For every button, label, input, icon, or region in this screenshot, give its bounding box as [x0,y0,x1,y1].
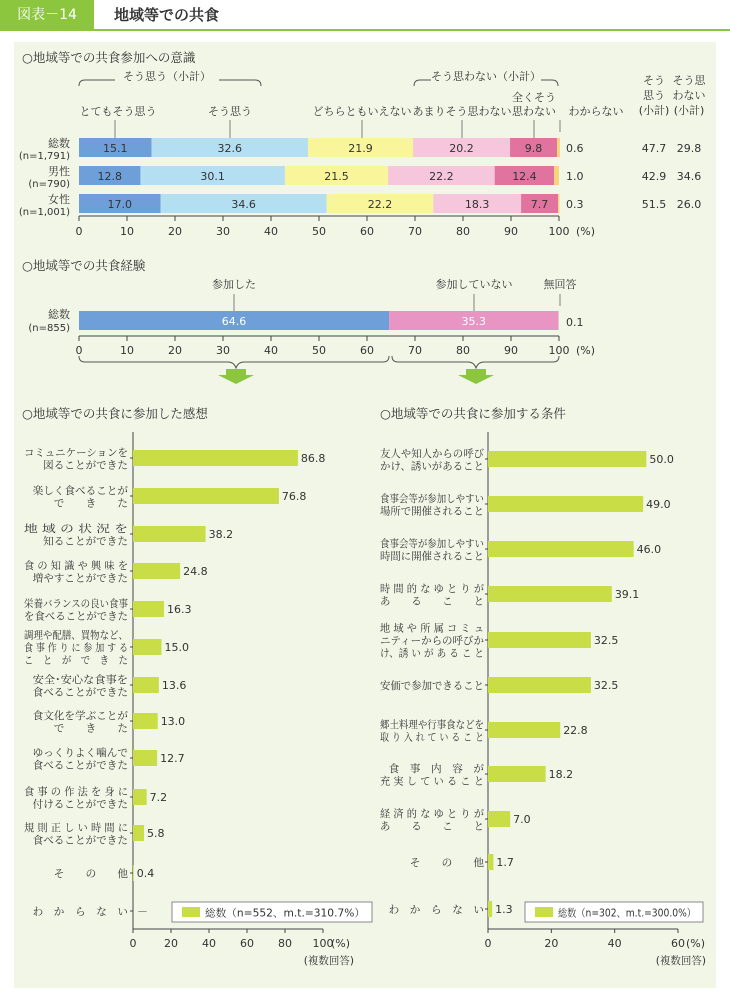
chart4-x-tick-label: 60 [671,937,685,950]
chart3-category-label: を食べることができた [24,610,129,623]
header-rule [0,29,730,31]
chart2-x-tick-label: 60 [360,344,374,357]
chart3-data-label: 13.0 [160,715,186,728]
chart1-subtotal-header-1: (小計) [638,104,670,117]
chart4-data-label: 1.3 [495,903,513,916]
down-arrow-icon [218,369,254,384]
chart4-category-label: 安価で参加できること [380,680,485,692]
chart1-data-label: 22.2 [367,198,393,211]
chart1-data-label: 18.3 [464,198,490,211]
chart3-category-label: 楽しく食べることが [32,484,128,497]
chart2-x-tick-label: 20 [168,344,182,357]
chart2-x-unit: (%) [576,344,596,357]
chart3-data-label: 24.8 [183,565,208,578]
chart1-data-label: 9.8 [524,142,543,155]
chart1-data-label-unknown: 0.6 [566,142,584,155]
chart1-legend-5: 思わない [512,105,556,118]
chart3-bar [133,563,180,579]
chart4-category-label: わ か ら な い [388,904,484,916]
figure-svg [14,42,716,988]
chart3-bar [133,450,298,466]
chart3-x-tick-label: 20 [164,937,178,950]
chart1-category-n: (n=1,001) [18,207,70,218]
chart1-subtotal-agree: 47.7 [641,142,667,155]
chart1-subtotal-disagree: 34.6 [676,170,702,183]
chart1-x-tick-label: 30 [216,225,230,238]
chart1-x-tick-label: 0 [75,225,83,238]
chart3-bar [133,677,159,693]
chart1-data-label: 7.7 [530,198,549,211]
chart4-category-label: そ の 他 [409,857,484,869]
chart2-x-tick-label: 30 [216,344,230,357]
chart3-category-label: こ と が で き た [24,654,128,667]
chart3-data-label: 76.8 [281,490,307,503]
chart4-category-label: 経 済 的 な ゆ と り が [380,807,488,820]
chart2-x-tick-label: 100 [548,344,570,357]
chart2-data-label: 64.6 [221,315,247,328]
chart4-bar [488,496,643,512]
chart4-bar [488,632,591,648]
chart4-bar [488,586,612,602]
chart4-bar [488,541,634,557]
chart3-category-label: 食文化を学ぶことが [32,709,128,722]
chart4-data-label: 49.0 [646,498,671,511]
chart4-category-label: 地 域 や 所 属 コ ミ ュ [380,622,488,635]
chart4-title: ○地域等での共食に参加する条件 [380,406,566,421]
chart1-x-tick-label: 50 [312,225,326,238]
chart3-category-label: 食 の 知 識 や 興 味 を [24,559,132,572]
chart1-data-label: 12.4 [512,170,537,183]
chart3-data-label: 15.0 [164,641,189,654]
chart4-category-label: ニティーからの呼びか [380,635,484,647]
chart2-legend-2: 参加していない [435,278,513,291]
chart1-data-label: 15.1 [102,142,128,155]
chart2-x-tick-label: 90 [504,344,518,357]
chart3-category-label: 規 則 正 し い 時 間 に [24,821,132,834]
chart3-category-label: 食べることができた [32,834,128,847]
chart1-group-label-disagree: そう思わない（小計） [431,70,541,83]
chart3-title: ○地域等での共食に参加した感想 [22,406,208,421]
chart4-category-label: 充 実 し て い る こ と [380,775,488,788]
chart3-category-label: 調理や配膳、買物など、 [24,629,140,642]
chart2-data-label-noanswer: 0.1 [566,316,584,329]
chart3-category-label: 食 事 作 り に 参 加 す る [24,642,146,654]
chart4-category-label: 時 間 的 な ゆ と り が [380,582,488,595]
chart1-data-label: 20.2 [449,142,474,155]
chart3-category-label: 増やすことができた [32,572,128,585]
chart3-x-tick-label: 0 [129,937,137,950]
chart1-data-label-unknown: 0.3 [566,198,584,211]
chart3-x-tick-label: 100 [312,937,334,950]
chart3-category-label: で き た [53,497,128,510]
chart4-bar [488,854,493,870]
chart4-category-label: あ る こ と [380,820,484,833]
chart1-data-label: 17.0 [107,198,133,211]
chart1-legend-6: わからない [568,105,624,118]
chart3-data-label: 38.2 [208,528,234,541]
chart2-category-label: 総数 [48,308,70,321]
chart4-bar [488,811,510,827]
chart3-bar [133,713,158,729]
chart1-x-tick-label: 70 [408,225,422,238]
chart4-data-label: 1.7 [496,856,514,869]
chart1-data-label: 30.1 [200,170,225,183]
chart3-data-label: 16.3 [166,603,192,616]
chart2-x-tick-label: 0 [75,344,83,357]
chart1-x-tick-label: 100 [548,225,570,238]
chart3-bar [133,639,162,655]
chart3-data-label: － [137,905,148,918]
chart2-bracket-not-participated [392,356,559,368]
chart4-bar [488,901,492,917]
chart2-category-n: (n=855) [28,323,70,334]
chart4-x-tick-label: 0 [484,937,492,950]
chart3-category-label: 食べることができた [32,686,128,699]
chart1-x-tick-label: 60 [360,225,374,238]
chart3-category-label: 食べることができた [32,759,128,772]
chart1-subtotal-header-2: そう思 [672,74,706,87]
chart3-note: (複数回答) [303,955,354,967]
down-arrow-icon [458,369,494,384]
chart4-category-label: 郷土料理や行事食などを [380,718,496,731]
chart3-category-label: 栄養バランスの良い食事 [24,597,140,610]
chart3-bar [133,526,206,542]
chart3-category-label: 安全･安心な食事を [32,673,122,686]
chart4-category-label: 友人や知人からの呼び [380,447,485,460]
chart2-x-tick-label: 40 [264,344,278,357]
figure-panel [14,42,716,988]
chart1-bar-segment [557,138,560,157]
chart4-category-label: 取 り 入 れ て い る こ と [380,731,502,744]
chart4-data-label: 46.0 [636,543,662,556]
chart1-x-tick-label: 80 [456,225,470,238]
chart4-category-label: け、誘 い が あ る こ と [380,647,495,660]
chart4-category-label: 食事会等が参加しやすい [380,492,496,505]
chart4-data-label: 39.1 [614,588,640,601]
chart4-category-label: あ る こ と [380,595,484,608]
chart1-legend-4: あまりそう思わない [412,105,512,118]
chart2-data-label: 35.3 [461,315,487,328]
figure-number: 図表－14 [0,0,94,30]
chart4-bar [488,722,560,738]
chart3-category-label: そ の 他 [53,868,128,880]
chart3-x-tick-label: 60 [240,937,254,950]
chart3-category-label: ゆっくりよく噛んで [32,746,128,759]
chart3-data-label: 0.4 [136,867,155,880]
chart1-x-tick-label: 10 [120,225,134,238]
chart4-x-unit: (%) [686,937,706,950]
chart1-subtotal-agree: 51.5 [641,198,667,211]
chart3-data-label: 12.7 [160,752,185,765]
chart4-legend-swatch [535,907,553,917]
chart4-data-label: 7.0 [513,813,531,826]
chart3-bar [133,750,157,766]
chart2-x-tick-label: 50 [312,344,326,357]
chart3-data-label: 13.6 [161,679,187,692]
chart4-category-label: かけ、誘いがあること [380,460,485,473]
chart1-group-label-agree: そう思う（小計） [123,70,211,83]
chart3-x-tick-label: 80 [278,937,292,950]
chart3-category-label: わ か ら な い [32,906,128,918]
chart1-legend-2: そう思う [208,105,252,118]
chart3-category-label: 付けることができた [32,798,128,811]
chart3-category-label: 図ることができた [43,459,128,472]
chart4-data-label: 50.0 [649,453,674,466]
chart1-subtotal-header-2: (小計) [673,104,705,117]
chart1-x-tick-label: 40 [264,225,278,238]
figure-title: 地域等での共食 [114,6,220,24]
chart4-x-tick-label: 20 [544,937,559,950]
chart3-bar [133,488,279,504]
chart1-data-label: 22.2 [429,170,454,183]
figure-header [0,0,730,30]
chart4-data-label: 18.2 [548,768,574,781]
chart1-legend-1: とてもそう思う [79,105,157,118]
chart1-subtotal-header-1: そう [643,74,665,87]
chart3-data-label: 7.2 [149,791,168,804]
chart3-bar [133,789,147,805]
chart1-x-tick-label: 90 [504,225,518,238]
chart1-bar-segment [558,194,559,213]
chart2-x-tick-label: 70 [408,344,422,357]
chart1-category-label: 男性 [48,165,70,178]
chart4-data-label: 22.8 [563,724,588,737]
chart2-title: ○地域等での共食経験 [22,258,146,273]
chart1-x-unit: (%) [576,225,596,238]
chart1-category-n: (n=1,791) [18,151,70,162]
chart3-category-label: 食 事 の 作 法 を 身 に [24,785,132,798]
chart4-data-label: 32.5 [593,634,619,647]
chart2-x-tick-label: 10 [120,344,134,357]
chart1-subtotal-header-1: 思う [643,89,665,102]
chart1-data-label: 34.6 [231,198,256,211]
chart3-x-tick-label: 40 [202,937,216,950]
chart3-x-unit: (%) [331,937,351,950]
chart4-category-label: 食 事 内 容 が [388,762,484,775]
chart1-subtotal-disagree: 26.0 [676,198,702,211]
chart4-bar [488,451,646,467]
chart3-category-label: コミュニケーションを [24,446,128,459]
chart1-data-label: 21.5 [324,170,349,183]
chart1-data-label-unknown: 1.0 [566,170,584,183]
chart2-x-tick-label: 80 [456,344,470,357]
chart1-legend-3: どちらともいえない [312,105,412,118]
chart4-x-tick-label: 40 [607,937,622,950]
chart1-data-label: 21.9 [348,142,373,155]
chart4-category-label: 食事会等が参加しやすい [380,537,496,550]
chart3-legend-label: 総数（n=552、m.t.=310.7%） [205,907,363,920]
chart1-subtotal-agree: 42.9 [641,170,667,183]
chart1-data-label: 32.6 [217,142,242,155]
chart1-x-tick-label: 20 [168,225,182,238]
chart4-legend-label: 総数（n=302、m.t.=300.0%） [558,907,716,920]
chart2-legend-3: 無回答 [543,278,577,291]
chart1-category-label: 総数 [48,137,70,150]
chart4-note: (複数回答) [655,955,706,967]
chart1-legend-5: 全くそう [512,91,556,104]
chart2-legend-1: 参加した [212,278,256,291]
chart3-bar [133,825,144,841]
chart3-bar [133,865,134,881]
chart1-bar-segment [554,166,559,185]
chart4-category-label: 時間に開催されること [380,550,485,563]
chart3-bar [133,601,164,617]
chart2-bracket-participated [79,356,389,368]
chart1-data-label: 12.8 [97,170,122,183]
chart3-data-label: 86.8 [300,452,326,465]
chart3-category-label: 地 域 の 状 況 を [24,522,104,535]
chart1-title: ○地域等での共食参加への意識 [22,50,196,65]
chart3-category-label: 知ることができた [43,535,128,548]
chart1-category-n: (n=790) [28,179,70,190]
chart4-bar [488,766,546,782]
chart3-legend-swatch [182,907,200,917]
chart3-data-label: 5.8 [147,827,165,840]
chart4-data-label: 32.5 [593,679,619,692]
chart4-bar [488,677,591,693]
chart3-category-label: で き た [53,722,128,735]
chart1-subtotal-header-2: わない [672,89,706,102]
chart1-subtotal-disagree: 29.8 [676,142,702,155]
chart1-category-label: 女性 [48,193,70,206]
chart4-category-label: 場所で開催されること [380,505,485,518]
